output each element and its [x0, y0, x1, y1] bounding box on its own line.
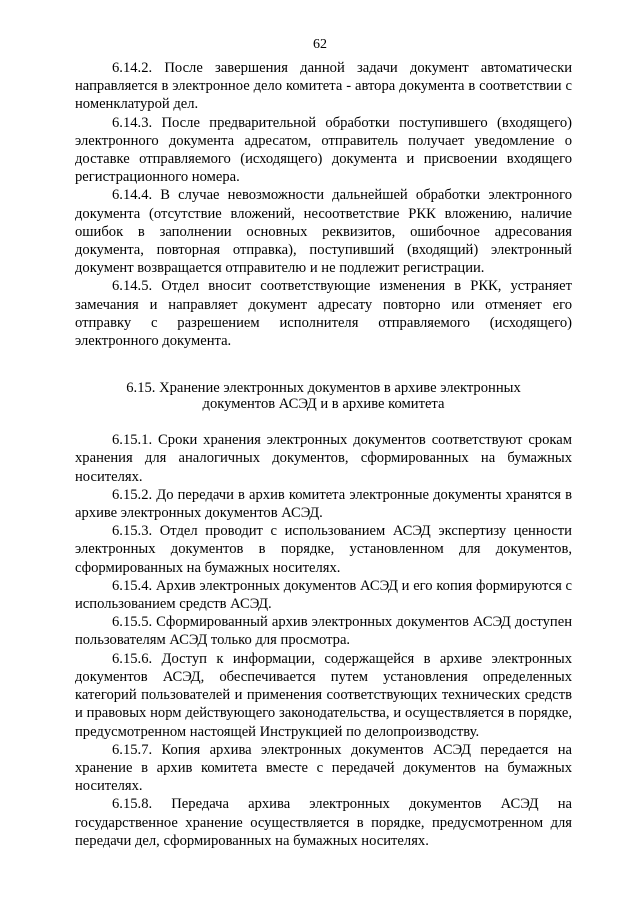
paragraph-6-15-4: 6.15.4. Архив электронных документов АСЭД и его копия формируются с использованием средств АСЭД. [75, 577, 572, 613]
document-body [75, 59, 572, 850]
paragraph-6-15-8: 6.15.8. Передача архива электронных документов АСЭД на государственное хранение осуществляется в порядке, предусмотренном для передачи дел, сформированных на бумажных носителях. [75, 796, 572, 849]
paragraph-6-15-2: 6.15.2. До передачи в архив комитета электронные документы хранятся в архиве электронных документов АСЭД. [75, 486, 572, 522]
section-heading-line-1: 6.15. Хранение электронных документов в архиве электронных [126, 380, 521, 397]
section-heading-6-15 [75, 380, 572, 412]
paragraph-6-15-6: 6.15.6. Доступ к информации, содержащейся в архиве электронных документов АСЭД, обеспечивается путем установления определенных категорий пользователей и применения соответствующих технических средств и правовых норм действующего законодательства, и осуществляется в порядке, предусмотренном настоящей Инструкцией по делопроизводству. [75, 650, 572, 740]
section-heading-line-2: документов АСЭД и в архиве комитета [202, 396, 445, 413]
page-number: 62 [313, 37, 327, 52]
paragraph-6-14-5: 6.14.5. Отдел вносит соответствующие изменения в РКК, устраняет замечания и направляет документ адресату повторно или отменяет его отправку с разрешением исполнителя отправляемого (исходящего) электронного документа. [75, 278, 572, 350]
paragraph-6-14-2: 6.14.2. После завершения данной задачи документ автоматически направляется в электронное дело комитета - автора документа в соответствии с номенклатурой дел. [75, 60, 572, 113]
paragraph-6-15-7: 6.15.7. Копия архива электронных документов АСЭД передается на хранение в архив комитета вместе с передачей документов на бумажных носителях. [75, 741, 572, 795]
paragraph-6-15-1: 6.15.1. Сроки хранения электронных документов соответствуют срокам хранения для аналогичных документов, сформированных на бумажных носителях. [75, 432, 572, 485]
paragraph-6-14-4: 6.14.4. В случае невозможности дальнейшей обработки электронного документа (отсутствие вложений, несоответствие РКК вложению, наличие ошибок в заполнении основных реквизитов, ошибочное адресования документа, повторная отправка), поступивший (входящий) электронный документ возвращается отправителю и не подлежит регистрации. [75, 187, 572, 277]
paragraph-6-15-3: 6.15.3. Отдел проводит с использованием АСЭД экспертизу ценности электронных документов в порядке, установленном для документов, сформированных на бумажных носителях. [75, 523, 572, 576]
paragraph-6-15-5: 6.15.5. Сформированный архив электронных документов АСЭД доступен пользователям АСЭД только для просмотра. [75, 614, 572, 649]
paragraph-6-14-3: 6.14.3. После предварительной обработки поступившего (входящего) электронного документа адресатом, отправитель получает уведомление о доставке отправляемого (исходящего) документа и присвоении входящего регистрационного номера. [75, 114, 572, 186]
